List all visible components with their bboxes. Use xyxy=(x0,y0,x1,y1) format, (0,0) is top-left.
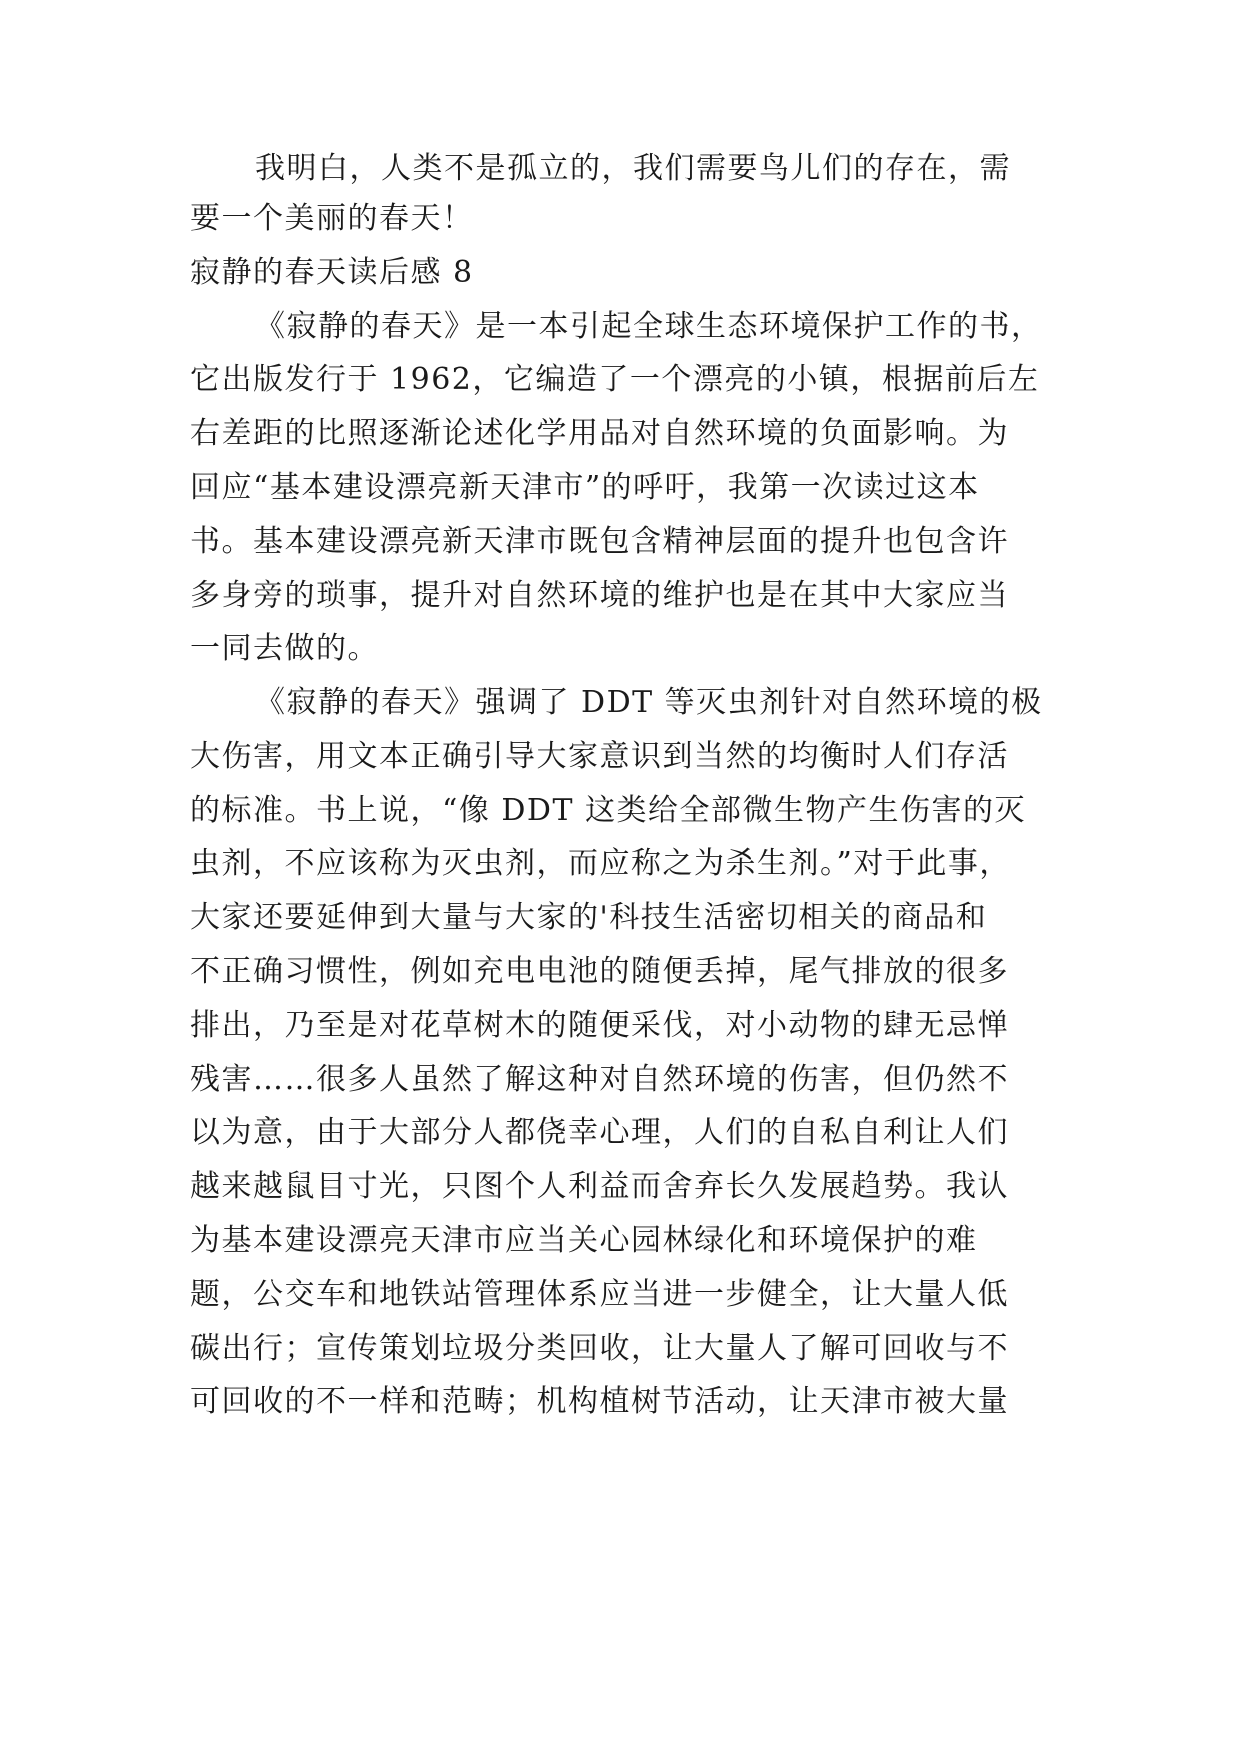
paragraph-line: 回应“基本建设漂亮新天津市”的呼吁，我第一次读过这本 xyxy=(190,470,980,505)
paragraph-line: 一同去做的。 xyxy=(190,631,379,666)
paragraph-line: 可回收的不一样和范畴；机构植树节活动，让天津市被大量 xyxy=(190,1384,1009,1419)
paragraph-line: 《寂静的春天》强调了 DDT 等灭虫剂针对自然环境的极 xyxy=(255,685,1043,720)
paragraph-line: 排出，乃至是对花草树木的随便采伐，对小动物的肆无忌惮 xyxy=(190,1008,1009,1043)
paragraph-line: 越来越鼠目寸光，只图个人利益而舍弃长久发展趋势。我认 xyxy=(190,1169,1009,1204)
paragraph-line: 为基本建设漂亮天津市应当关心园林绿化和环境保护的难 xyxy=(190,1223,978,1258)
paragraph-line: 要一个美丽的春天！ xyxy=(190,201,474,236)
paragraph-line: 的标准。书上说，“像 DDT 这类给全部微生物产生伤害的灭 xyxy=(190,793,1027,828)
section-heading: 寂静的春天读后感 8 xyxy=(190,255,474,290)
paragraph-line: 不正确习惯性，例如充电电池的随便丢掉，尾气排放的很多 xyxy=(190,954,1009,989)
paragraph-line: 题，公交车和地铁站管理体系应当进一步健全，让大量人低 xyxy=(190,1277,1009,1312)
paragraph-line: 多身旁的琐事，提升对自然环境的维护也是在其中大家应当 xyxy=(190,578,1009,613)
paragraph-line: 以为意，由于大部分人都侥幸心理，人们的自私自利让人们 xyxy=(190,1115,1009,1150)
paragraph-line: 我明白，人类不是孤立的，我们需要鸟儿们的存在，需 xyxy=(255,151,1011,186)
paragraph-line: 大家还要延伸到大量与大家的'科技生活密切相关的商品和 xyxy=(190,900,988,935)
paragraph-line: 残害……很多人虽然了解这种对自然环境的伤害，但仍然不 xyxy=(190,1062,1009,1097)
paragraph-line: 它出版发行于 1962，它编造了一个漂亮的小镇，根据前后左 xyxy=(190,362,1040,397)
paragraph-line: 虫剂，不应该称为灭虫剂，而应称之为杀生剂。”对于此事， xyxy=(190,846,1011,881)
paragraph-line: 右差距的比照逐渐论述化学用品对自然环境的负面影响。为 xyxy=(190,416,1009,451)
paragraph-line: 书。基本建设漂亮新天津市既包含精神层面的提升也包含许 xyxy=(190,524,1009,559)
paragraph-line: 碳出行；宣传策划垃圾分类回收，让大量人了解可回收与不 xyxy=(190,1331,1009,1366)
paragraph-line: 《寂静的春天》是一本引起全球生态环境保护工作的书， xyxy=(255,309,1043,344)
paragraph-line: 大伤害，用文本正确引导大家意识到当然的均衡时人们存活 xyxy=(190,739,1009,774)
